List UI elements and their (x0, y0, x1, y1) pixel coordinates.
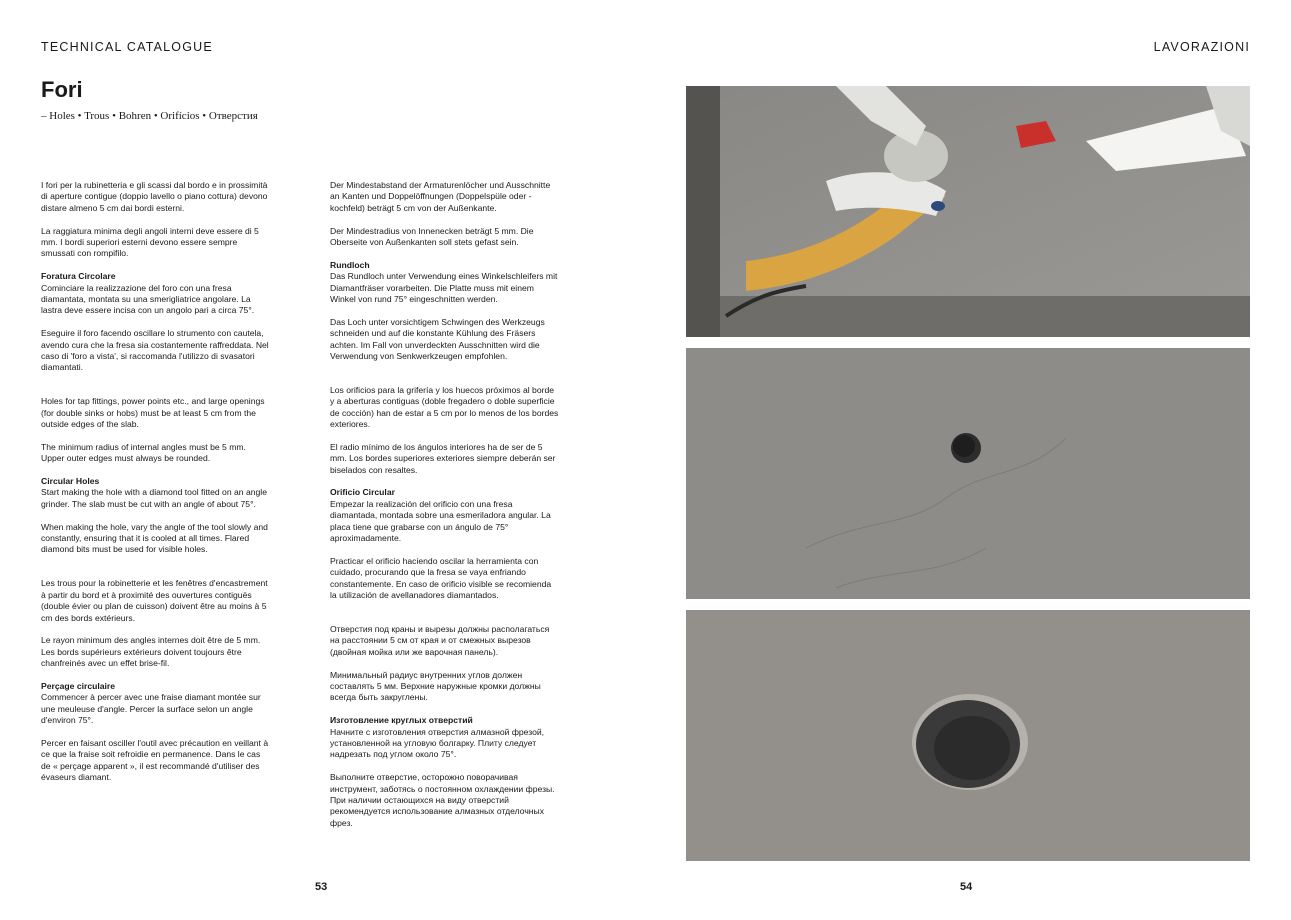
paragraph: Das Rundloch unter Verwendung eines Winkelschleifers mit Diamantfräser vorarbeiten. Die Platte muss mit einem Winkel von rund 75° eingeschnitten werden. (330, 271, 558, 305)
section-heading: Orificio Circular (330, 487, 395, 498)
paragraph: Cominciare la realizzazione del foro con una fresa diamantata, montata su una smerigliatrice angolare. La lastra deve essere incisa con un angolo pari a circa 75°. (41, 282, 255, 316)
text-column-right (330, 180, 560, 841)
section-heading: Foratura Circolare (41, 271, 116, 282)
photo-small-hole (686, 348, 1250, 599)
section-block (41, 681, 271, 727)
paragraph: When making the hole, vary the angle of the tool slowly and constantly, ensuring that it is cooled at all times. Flared diamond bits must be used for visible holes. (41, 521, 268, 555)
spacer (330, 613, 560, 624)
page-number-left: 53 (315, 881, 328, 893)
page-subtitle: – Holes • Trous • Bohren • Orifícios • Отверстия (41, 110, 258, 122)
paragraph: Der Mindestabstand der Armaturenlöcher und Ausschnitte an Kanten und Doppelöffnungen (Doppelspüle oder -kochfeld) beträgt 5 cm von der Außenkante. (330, 180, 551, 213)
paragraph: Der Mindestradius von Innenecken beträgt 5 mm. Die Oberseite von Außenkanten soll stets gefast sein. (330, 225, 534, 248)
section-heading: Изготовление круглых отверстий (330, 715, 473, 726)
paragraph: Practicar el orificio haciendo oscilar la herramienta con cuidado, procurando que la fresa se vaya enfriando constantemente. En caso de orificio visible se recomienda la utilización de avellanadores diamantados. (330, 555, 552, 601)
paragraph: Empezar la realización del orificio con una fresa diamantada, montada sobre una esmeriladora angular. La placa tiene que grabarse con un ángulo de 75° aproximadamente. (330, 498, 551, 544)
section-heading: Perçage circulaire (41, 680, 116, 691)
section-heading: Circular Holes (41, 476, 100, 487)
section-block (330, 715, 560, 761)
paragraph: Начните с изготовления отверстия алмазной фрезой, установленной на угловую болгарку. Плиту следует надрезать под углом около 75°. (330, 726, 545, 760)
section-block (41, 476, 271, 510)
section-block (330, 487, 560, 544)
paragraph: Eseguire il foro facendo oscillare lo strumento con cautela, avendo cura che la fresa sia costantemente raffreddata. Nel caso di 'foro a vista', si raccomanda l'utilizzo di svasatori diamantati. (41, 328, 269, 373)
photo-drilling-image (686, 86, 1250, 337)
page-number-right: 54 (960, 881, 973, 893)
text-column-left (41, 180, 271, 795)
paragraph: Percer en faisant osciller l'outil avec précaution en veillant à ce que la fraise soit refroidie en permanence. Dans le cas de « perçage apparent », il est recommandé d'utiliser des évaseurs diamant. (41, 737, 269, 783)
paragraph: Выполните отверстие, осторожно поворачивая инструмент, заботясь о постоянном охлаждении фрезы. При наличии остающихся на виду отверстий рекомендуется использование алмазных отделочных фрез. (330, 772, 555, 828)
catalogue-header: TECHNICAL CATALOGUE (41, 40, 213, 54)
paragraph: Das Loch unter vorsichtigem Schwingen des Werkzeugs schneiden und auf die konstante Kühlung des Fräsers achten. Im Fall von unverdeckten Ausschnitten wird die Verwendung von Senkwerkzeugen empfohlen. (330, 316, 545, 362)
paragraph: Los orificios para la grifería y los huecos próximos al borde y a aberturas contiguas (doble fregadero o doble superficie de cocción) han de estar a 5 cm por lo menos de los bordes exteriores. (330, 384, 559, 430)
paragraph: I fori per la rubinetteria e gli scassi dal bordo e in prossimità di aperture contigue (doppio lavello o piano cottura) devono distare almeno 5 cm dai bordi esterni. (41, 180, 268, 213)
spacer (41, 567, 271, 578)
paragraph: Минимальный радиус внутренних углов должен составлять 5 мм. Верхние наружные кромки должны всегда быть закруглены. (330, 669, 541, 703)
section-block (41, 271, 271, 317)
paragraph: Commencer à percer avec une fraise diamant montée sur une meuleuse d'angle. Percer la surface selon un angle d'environ 75°. (41, 692, 261, 726)
photo-drilling-grinder (686, 86, 1250, 337)
paragraph: Start making the hole with a diamond tool fitted on an angle grinder. The slab must be cut with an angle of about 75°. (41, 487, 267, 509)
page-title: Fori (41, 77, 83, 102)
paragraph: The minimum radius of internal angles must be 5 mm. Upper outer edges must always be rounded. (41, 441, 246, 464)
photo-small-hole-image (686, 348, 1250, 599)
photo-large-hole-image (686, 610, 1250, 861)
section-header: LAVORAZIONI (1153, 40, 1250, 54)
paragraph: Holes for tap fittings, power points etc., and large openings (for double sinks or hobs) must be at least 5 cm from the outside edges of the slab. (41, 396, 265, 430)
paragraph: Отверстия под краны и вырезы должны располагаться на расстоянии 5 см от края и от смежных вырезов (двойная мойка или же варочная панель). (330, 623, 550, 657)
photo-large-hole (686, 610, 1250, 861)
paragraph: El radio mínimo de los ángulos interiores ha de ser de 5 mm. Los bordes superiores exteriores siempre deberán ser biselados con resaltes. (330, 441, 556, 475)
spacer (330, 374, 560, 385)
spacer (41, 385, 271, 396)
paragraph: La raggiatura minima degli angoli interni deve essere di 5 mm. I bordi superiori esterni devono essere sempre smussati con rompifilo. (41, 225, 259, 259)
section-block (330, 260, 560, 306)
paragraph: Le rayon minimum des angles internes doit être de 5 mm. Les bords supérieurs extérieurs doivent toujours être chanfreinés avec un effet brise-fil. (41, 635, 261, 669)
section-heading: Rundloch (330, 259, 370, 270)
paragraph: Les trous pour la robinetterie et les fenêtres d'encastrement à partir du bord et à proximité des ouvertures contiguës (double évier ou plan de cuisson) doivent être au moins à 5 cm des bords extérieurs. (41, 578, 268, 623)
